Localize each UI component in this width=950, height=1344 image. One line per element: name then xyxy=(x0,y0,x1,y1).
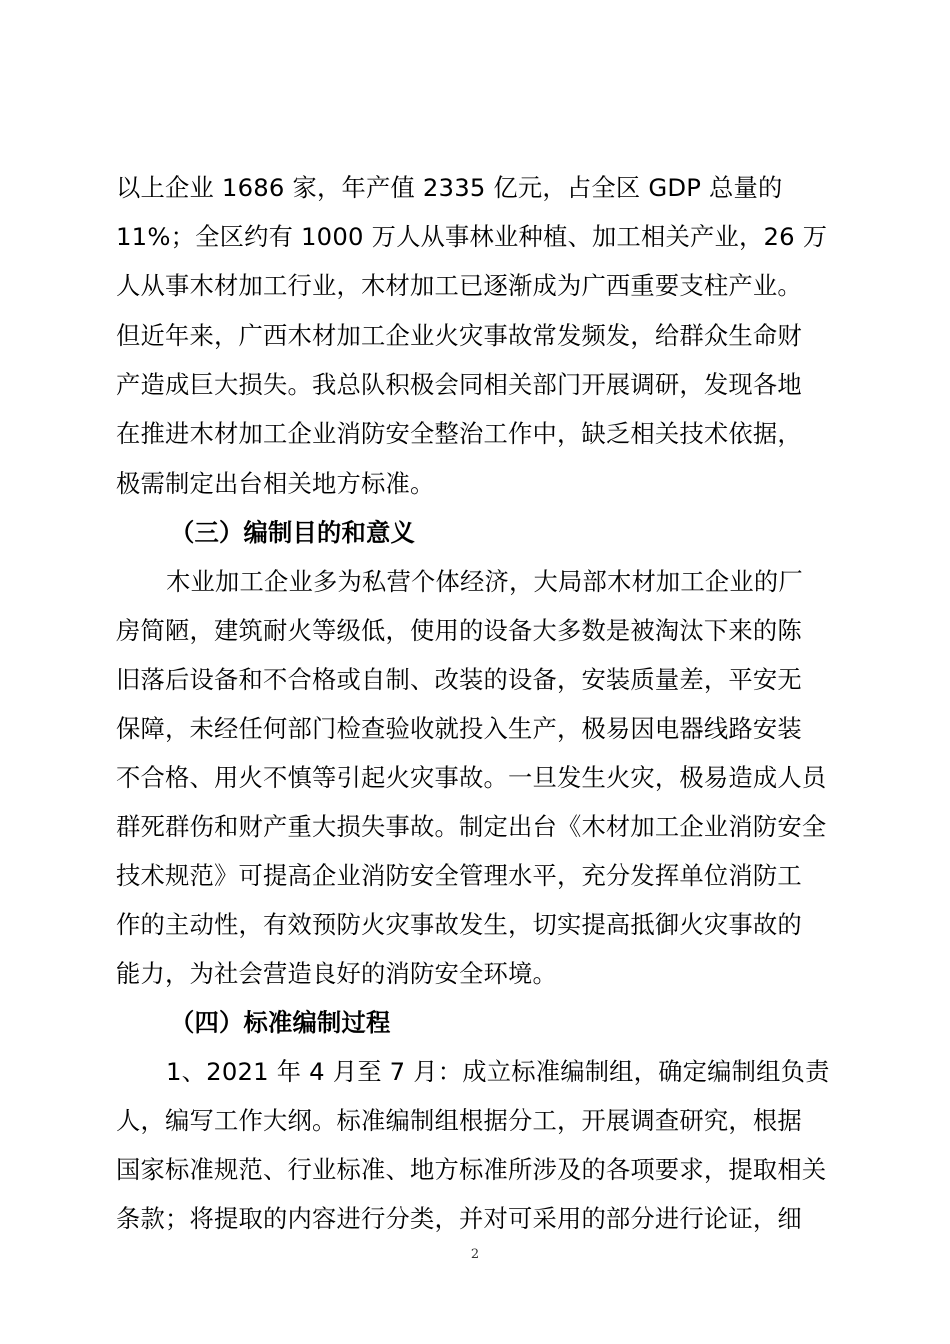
section-heading: （四）标准编制过程 xyxy=(170,1008,391,1037)
paragraph-line: 技术规范》可提高企业消防安全管理水平，充分发挥单位消防工 xyxy=(116,861,802,890)
paragraph-line: 产造成巨大损失。我总队积极会同相关部门开展调研，发现各地 xyxy=(116,370,802,399)
paragraph-line: 国家标准规范、行业标准、地方标准所涉及的各项要求，提取相关 xyxy=(116,1155,827,1184)
paragraph-line: 但近年来，广西木材加工企业火灾事故常发频发，给群众生命财 xyxy=(116,321,802,350)
paragraph-line: 木业加工企业多为私营个体经济，大局部木材加工企业的厂 xyxy=(166,567,803,596)
paragraph-line: 能力，为社会营造良好的消防安全环境。 xyxy=(116,959,557,988)
paragraph-line: 11%；全区约有 1000 万人从事林业种植、加工相关产业，26 万 xyxy=(116,222,828,251)
paragraph-line: 极需制定出台相关地方标准。 xyxy=(116,469,435,498)
page-number: 2 xyxy=(470,1247,480,1262)
paragraph-line: 1、2021 年 4 月至 7 月：成立标准编制组，确定编制组负责 xyxy=(166,1057,830,1086)
paragraph-line: 在推进木材加工企业消防安全整治工作中，缺乏相关技术依据， xyxy=(116,419,802,448)
paragraph-line: 不合格、用火不慎等引起火灾事故。一旦发生火灾，极易造成人员 xyxy=(116,763,827,792)
paragraph-line: 旧落后设备和不合格或自制、改装的设备，安装质量差，平安无 xyxy=(116,665,802,694)
paragraph-line: 人，编写工作大纲。标准编制组根据分工，开展调查研究，根据 xyxy=(116,1106,802,1135)
paragraph-line: 作的主动性，有效预防火灾事故发生，切实提高抵御火灾事故的 xyxy=(116,910,802,939)
paragraph-line: 房简陋，建筑耐火等级低，使用的设备大多数是被淘汰下来的陈 xyxy=(116,616,802,645)
paragraph-line: 保障，未经任何部门检查验收就投入生产，极易因电器线路安装 xyxy=(116,714,802,743)
section-heading: （三）编制目的和意义 xyxy=(170,518,415,547)
paragraph-line: 群死群伤和财产重大损失事故。制定出台《木材加工企业消防安全 xyxy=(116,812,827,841)
paragraph-line: 以上企业 1686 家，年产值 2335 亿元，占全区 GDP 总量的 xyxy=(116,173,783,202)
paragraph-line: 人从事木材加工行业，木材加工已逐渐成为广西重要支柱产业。 xyxy=(116,271,802,300)
paragraph-line: 条款；将提取的内容进行分类，并对可采用的部分进行论证，细 xyxy=(116,1204,802,1233)
